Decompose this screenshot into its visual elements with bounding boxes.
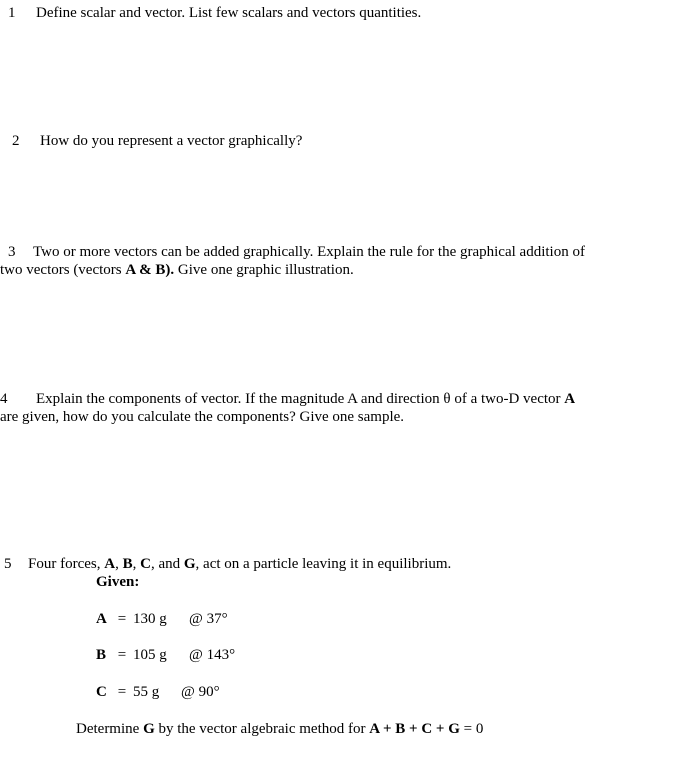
force-name: A <box>96 611 107 627</box>
vector-a: A <box>564 391 576 407</box>
equals-sign: = <box>117 684 127 700</box>
question-number: 4 <box>0 391 8 407</box>
text-segment: , and <box>150 556 184 572</box>
text-segment: & <box>135 262 156 278</box>
question-text: Define scalar and vector. List few scalars and vectors quantities. <box>36 5 422 21</box>
force-row-b <box>96 647 235 664</box>
question-text-line-1: Two or more vectors can be added graphically. Explain the rule for the graphical addition of <box>33 244 585 260</box>
given-text: Given: <box>96 574 140 590</box>
text-segment: Explain the components of vector. If the magnitude A and direction θ of a two-D vector <box>36 391 565 407</box>
vector-b: B <box>122 556 133 572</box>
determine-statement <box>76 721 483 738</box>
question-line-2: are given, how do you calculate the components? Give one sample. <box>0 409 405 425</box>
vector-g: G <box>183 556 196 572</box>
force-magnitude: 130 g <box>133 611 167 627</box>
force-name: B <box>96 647 107 663</box>
equals-sign: = <box>117 611 127 627</box>
force-angle: @ 37° <box>189 611 228 627</box>
force-row-a <box>96 611 228 628</box>
question-4 <box>0 390 575 426</box>
text-segment: , <box>132 556 141 572</box>
text-segment: = 0 <box>459 721 484 737</box>
question-text: How do you represent a vector graphically? <box>40 133 303 149</box>
question-number: 2 <box>12 133 20 149</box>
text-segment: , <box>115 556 123 572</box>
text-segment: Give one graphic illustration. <box>174 262 354 278</box>
question-1 <box>8 4 421 22</box>
force-name: C <box>96 684 107 700</box>
question-3 <box>0 243 585 279</box>
text-segment: two vectors (vectors <box>0 262 126 278</box>
vector-b: B). <box>155 262 175 278</box>
given-label <box>96 574 139 591</box>
question-number: 3 <box>8 244 16 260</box>
force-magnitude: 55 g <box>133 684 160 700</box>
vector-a: A <box>104 556 116 572</box>
force-row-c <box>96 684 220 701</box>
question-number: 5 <box>4 556 12 572</box>
question-number: 1 <box>8 5 16 21</box>
force-magnitude: 105 g <box>133 647 167 663</box>
question-line-1 <box>0 243 585 261</box>
question-2 <box>12 132 302 150</box>
text-segment: Determine <box>76 721 144 737</box>
question-line-1 <box>0 390 575 408</box>
vector-a: A <box>125 262 136 278</box>
text-segment: , act on a particle leaving it in equilibrium. <box>195 556 452 572</box>
force-angle: @ 90° <box>181 684 220 700</box>
question-line-2 <box>0 261 585 279</box>
text-segment: Four forces, <box>28 556 105 572</box>
question-5 <box>4 555 451 573</box>
force-angle: @ 143° <box>189 647 236 663</box>
text-segment: by the vector algebraic method for <box>154 721 370 737</box>
vector-sum-equation: A + B + C + G <box>369 721 460 737</box>
vector-c: C <box>140 556 151 572</box>
equals-sign: = <box>117 647 127 663</box>
vector-g: G <box>143 721 155 737</box>
